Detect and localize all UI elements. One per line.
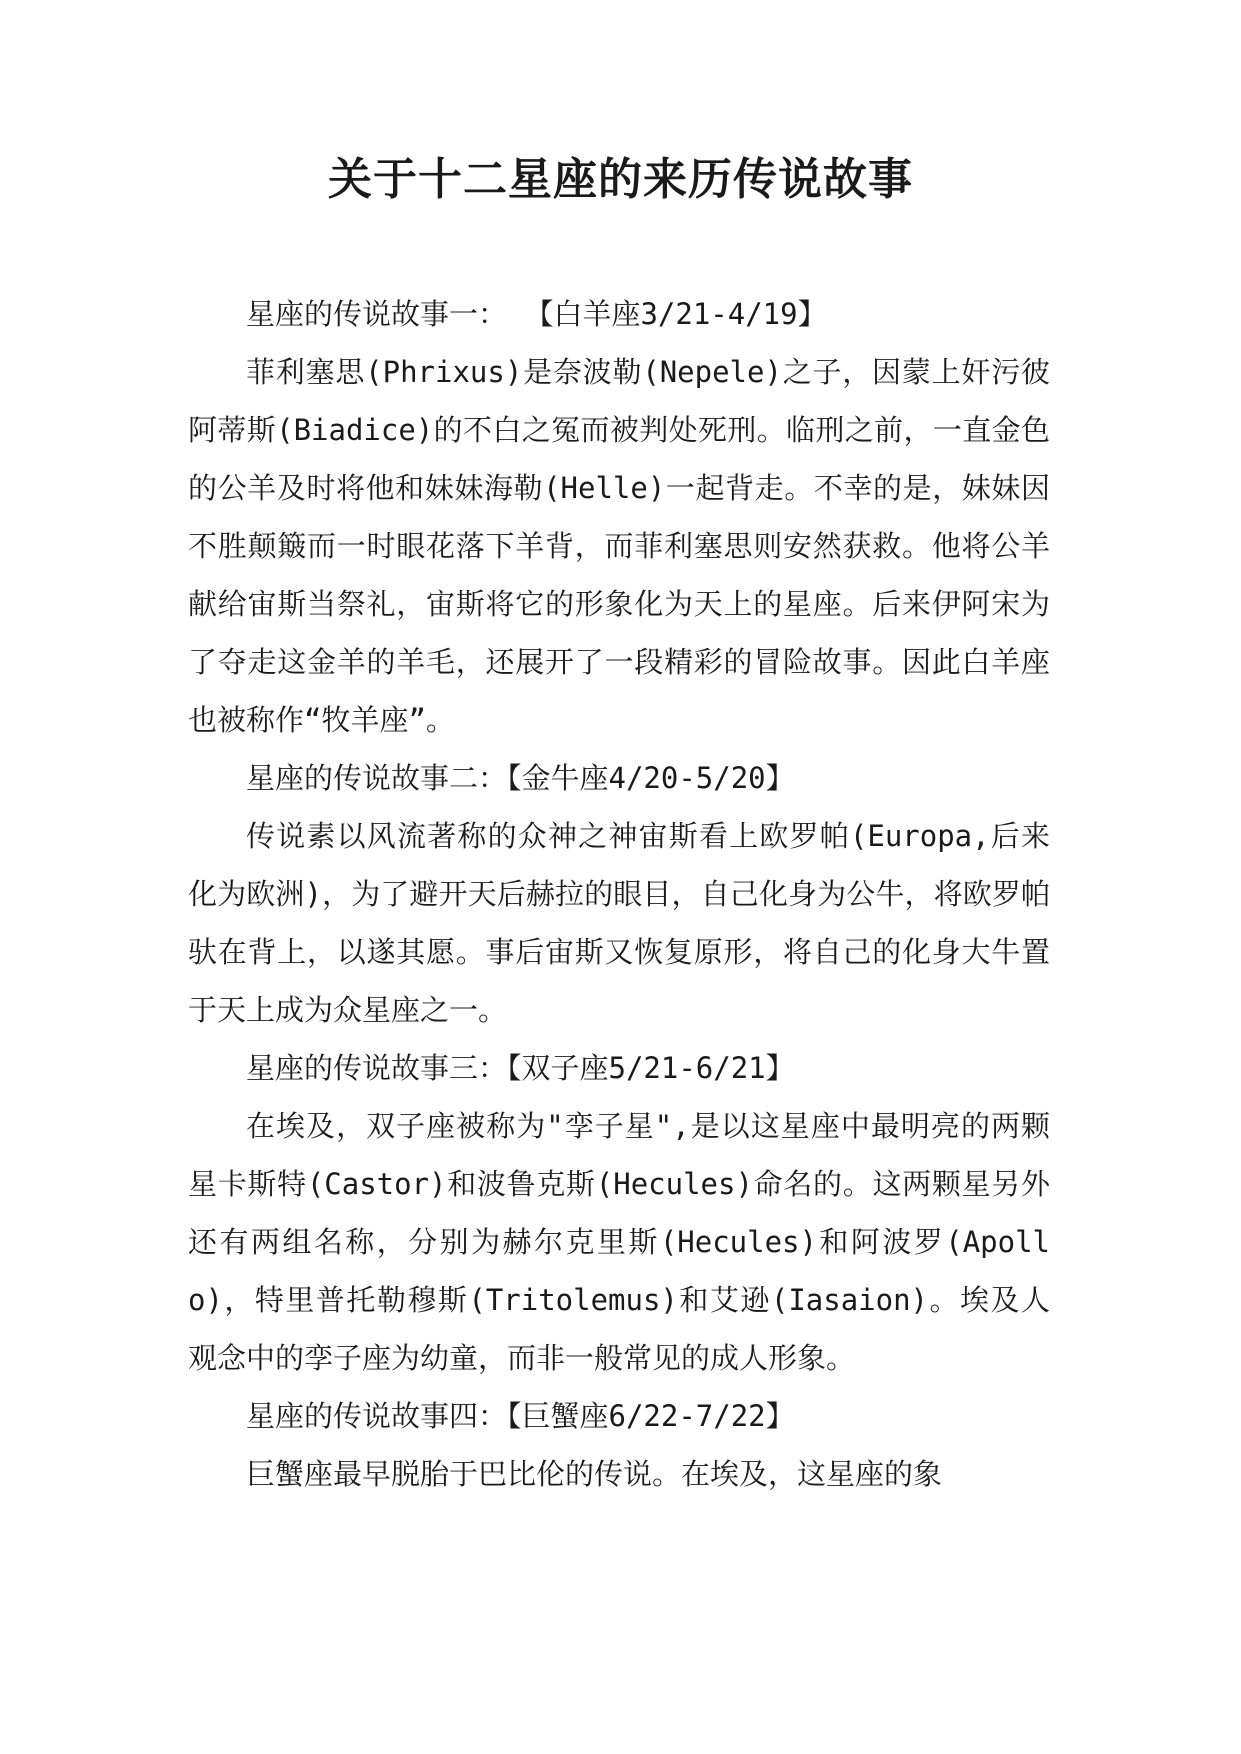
paragraph-aries-story: 菲利塞思(Phrixus)是奈波勒(Nepele)之子，因蒙上奸污彼阿蒂斯(Biadice)的不白之冤而被判处死刑。临刑之前，一直金色的公羊及时将他和妹妹海勒(Helle)一起背走。不幸的是，妹妹因不胜颠簸而一时眼花落下羊背，而菲利塞思则安然获救。他将公羊献给宙斯当祭礼，宙斯将它的形象化为天上的星座。后来伊阿宋为了夺走这金羊的羊毛，还展开了一段精彩的冒险故事。因此白羊座也被称作“牧羊座”。 [188, 355, 1050, 737]
paragraph-taurus-story: 传说素以风流著称的众神之神宙斯看上欧罗帕(Europa,后来化为欧洲)，为了避开天后赫拉的眼目，自己化身为公牛，将欧罗帕驮在背上，以遂其愿。事后宙斯又恢复原形，将自己的化身大牛置于天上成为众星座之一。 [188, 819, 1050, 1027]
document-title: 关于十二星座的来历传说故事 [328, 154, 913, 205]
paragraph-gemini-story: 在埃及，双子座被称为"孪子星",是以这星座中最明亮的两颗星卡斯特(Castor)和波鲁克斯(Hecules)命名的。这两颗星另外还有两组名称，分别为赫尔克里斯(Hecules)和阿波罗(Apollo)，特里普托勒穆斯(Tritolemus)和艾逊(Iasaion)。埃及人观念中的孪子座为幼童，而非一般常见的成人形象。 [188, 1109, 1050, 1375]
section-heading-taurus: 星座的传说故事二：【金牛座4/20-5/20】 [246, 761, 795, 795]
paragraph-cancer-story: 巨蟹座最早脱胎于巴比伦的传说。在埃及，这星座的象 [246, 1457, 943, 1491]
section-heading-gemini: 星座的传说故事三：【双子座5/21-6/21】 [246, 1051, 795, 1085]
section-heading-cancer: 星座的传说故事四：【巨蟹座6/22-7/22】 [246, 1399, 795, 1433]
section-heading-aries: 星座的传说故事一： 【白羊座3/21-4/19】 [246, 297, 827, 331]
document-body [188, 285, 1050, 1503]
